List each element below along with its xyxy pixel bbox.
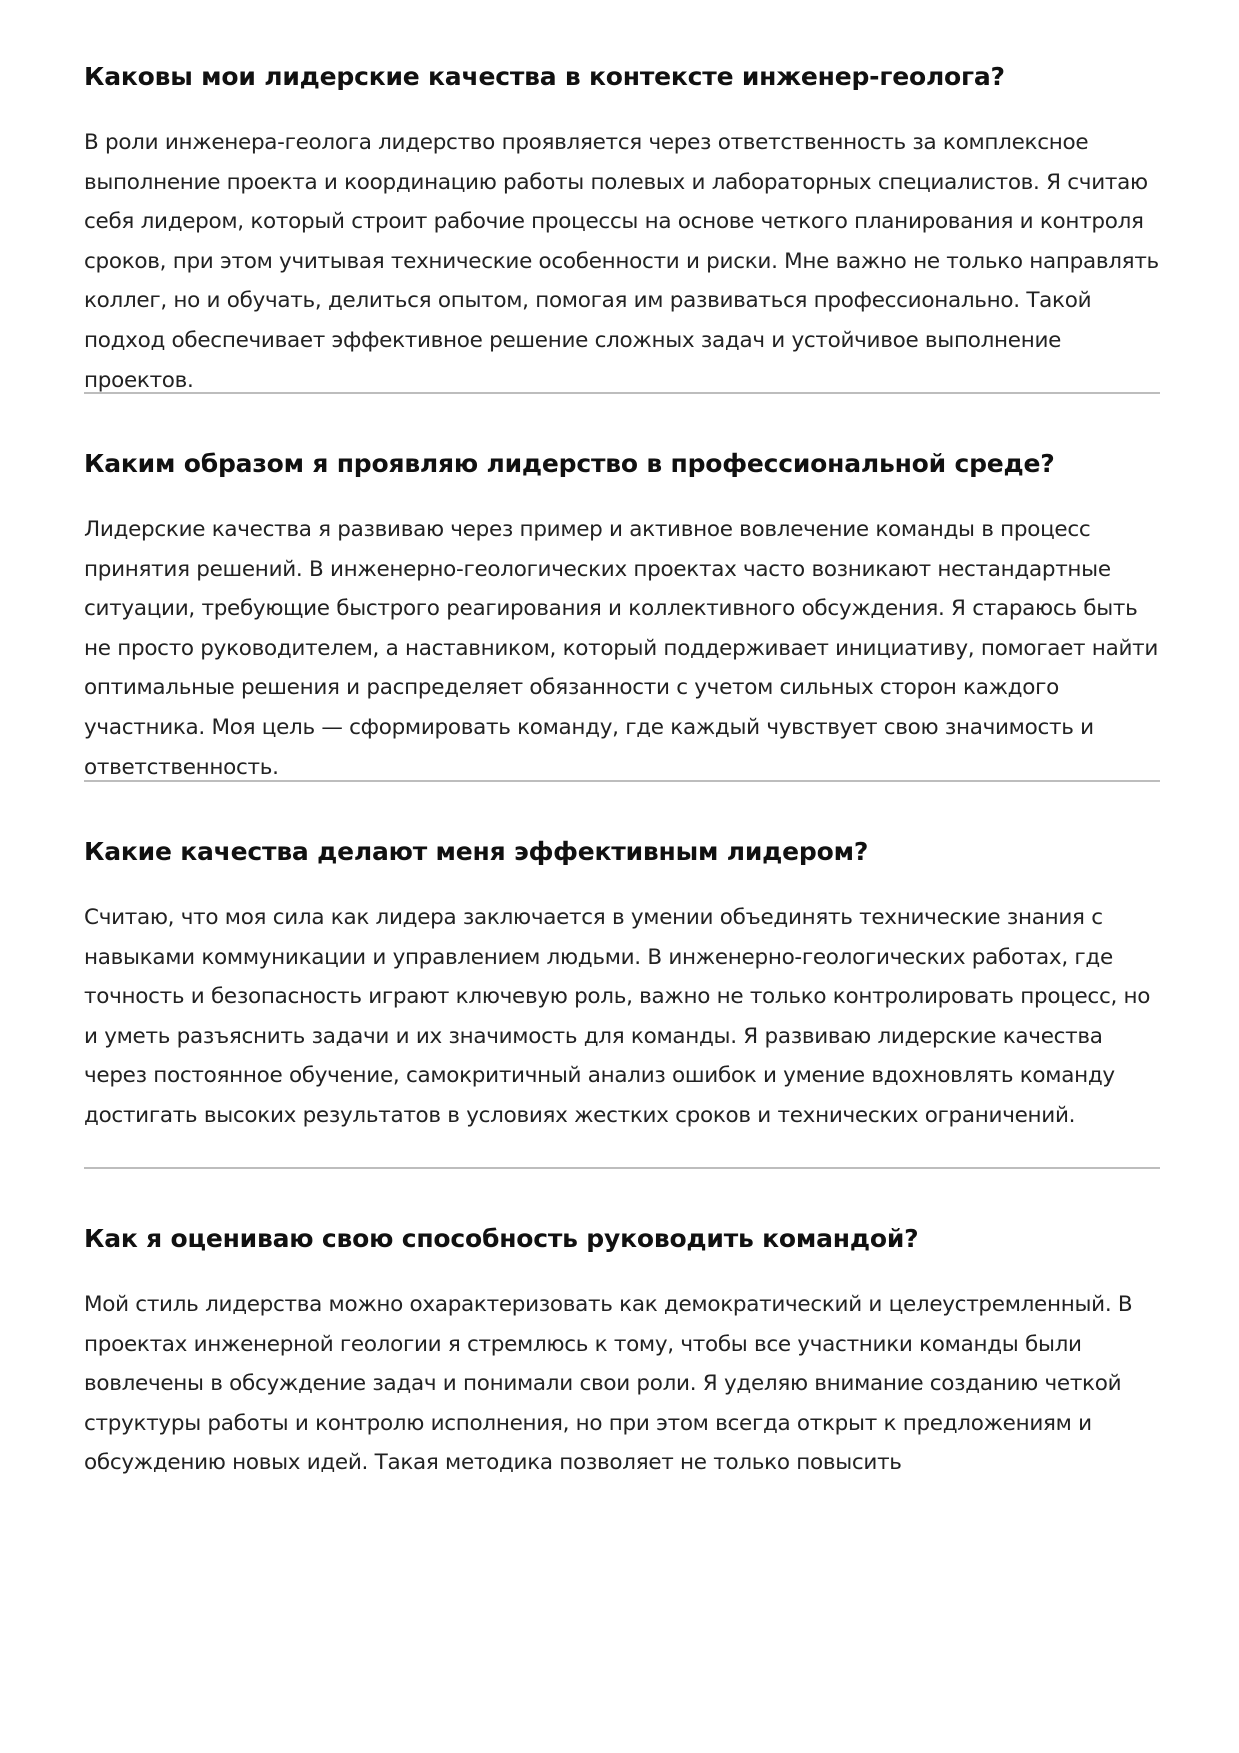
- section-divider: [84, 1167, 1160, 1169]
- section-heading: Каковы мои лидерские качества в контексте инженер-геолога?: [84, 62, 1005, 91]
- section-effective-leader-qualities: [84, 835, 1160, 1128]
- section-divider: [84, 392, 1160, 394]
- section-leadership-qualities: [84, 60, 1160, 393]
- section-paragraph: Лидерские качества я развиваю через пример и активное вовлечение команды в процесс принятия решений. В инженерно-геологических проектах часто возникают нестандартные ситуации, требующие быстрого реагирования и коллективного обсуждения. Я стараюсь быть не просто руководителем, а наставником, который поддерживает инициативу, помогает найти оптимальные решения и распределяет обязанности с учетом сильных сторон каждого участника. Моя цель — сформировать команду, где каждый чувствует свою значимость и ответственность.: [84, 517, 1159, 780]
- section-team-management-assessment: [84, 1222, 1160, 1476]
- section-heading: Какие качества делают меня эффективным лидером?: [84, 837, 869, 866]
- section-leadership-in-professional-environment: [84, 447, 1160, 780]
- section-paragraph: Считаю, что моя сила как лидера заключается в умении объединять технические знания с навыками коммуникации и управлением людьми. В инженерно-геологических работах, где точность и безопасность играют ключевую роль, важно не только контролировать процесс, но и уметь разъяснить задачи и их значимость для команды. Я развиваю лидерские качества через постоянное обучение, самокритичный анализ ошибок и умение вдохновлять команду достигать высоких результатов в условиях жестких сроков и технических ограничений.: [84, 905, 1151, 1128]
- section-divider: [84, 780, 1160, 782]
- section-heading: Как я оцениваю свою способность руководить командой?: [84, 1224, 919, 1253]
- section-heading: Каким образом я проявляю лидерство в профессиональной среде?: [84, 449, 1055, 478]
- section-paragraph: В роли инженера-геолога лидерство проявляется через ответственность за комплексное выполнение проекта и координацию работы полевых и лабораторных специалистов. Я считаю себя лидером, который строит рабочие процессы на основе четкого планирования и контроля сроков, при этом учитывая технические особенности и риски. Мне важно не только направлять коллег, но и обучать, делиться опытом, помогая им развиваться профессионально. Такой подход обеспечивает эффективное решение сложных задач и устойчивое выполнение проектов.: [84, 130, 1159, 393]
- section-paragraph: Мой стиль лидерства можно охарактеризовать как демократический и целеустремленный. В проектах инженерной геологии я стремлюсь к тому, чтобы все участники команды были вовлечены в обсуждение задач и понимали свои роли. Я уделяю внимание созданию четкой структуры работы и контролю исполнения, но при этом всегда открыт к предложениям и обсуждению новых идей. Такая методика позволяет не только повысить: [84, 1292, 1133, 1476]
